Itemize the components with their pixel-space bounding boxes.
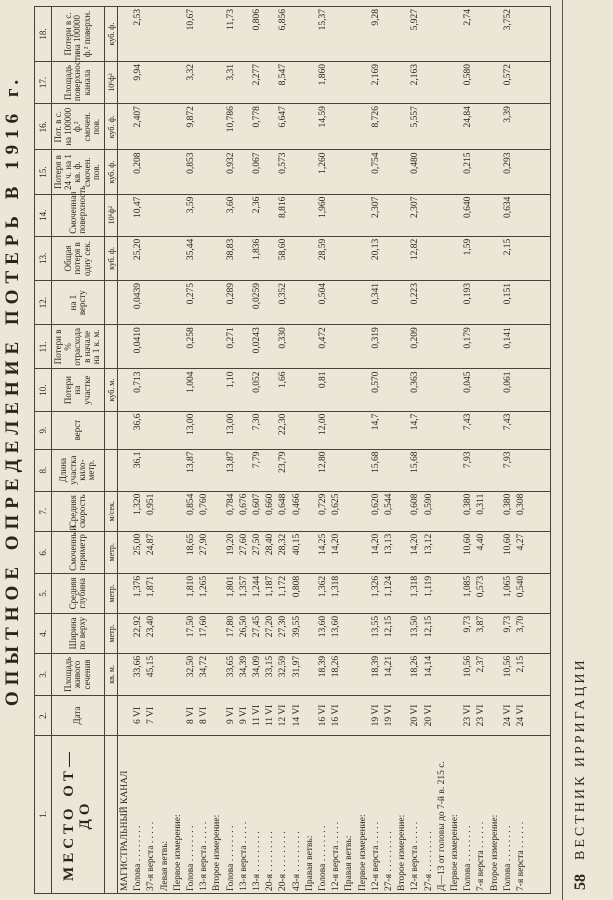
header-row xyxy=(52,7,105,894)
header-length-km xyxy=(52,449,105,491)
unit-cell: куб. ф. xyxy=(105,150,118,194)
unit-cell: кв. м. xyxy=(105,653,118,695)
col-num: 2. xyxy=(35,695,52,735)
unit-cell xyxy=(105,411,118,449)
col-num: 5. xyxy=(35,573,52,613)
unit-cell: метр. xyxy=(105,613,118,653)
losses-table xyxy=(34,6,551,894)
footer-divider xyxy=(562,0,563,900)
depth-column: 1,376 1,871 1,810 1,265 1,801 1,357 1,244 1,187 1,172 0,808 1,362 1,318 1,326 1,124 1,318 1,119 1,085 0,573 1,065 0,540 xyxy=(118,573,551,613)
speed-column: 1,320 0,951 0,854 0,760 0,784 0,676 0,607 0,660 0,648 0,466 0,729 0,625 0,620 0,544 0,608 0,590 0,380 0,311 0,380 0,308 xyxy=(118,491,551,531)
unit-cell xyxy=(105,449,118,491)
header-place: МЕСТО ОТ—ДО xyxy=(52,735,105,893)
area-column: 33,66 45,15 32,50 34,72 33,65 34,39 34,09 33,15 32,59 31,97 18,39 18,26 18,39 14,21 18,26 14,14 10,56 2,37 10,56 2,15 xyxy=(118,653,551,695)
header-depth: Средняя глубина xyxy=(52,573,105,613)
header-date: Дата xyxy=(52,695,105,735)
header-length-verst: верст xyxy=(52,411,105,449)
col-num: 3. xyxy=(35,653,52,695)
header-area: Площадь живого сечения xyxy=(52,653,105,695)
header-loss: Потери на участке xyxy=(52,369,105,411)
unit-cell xyxy=(105,695,118,735)
total-loss-column: 25,20 35,44 38,83 1,836 58,60 28,59 20,13 12,82 1,59 2,15 xyxy=(118,236,551,280)
col-num: 6. xyxy=(35,531,52,573)
unit-cell: куб. ф. xyxy=(105,236,118,280)
loss-pct-verst-column: 0,0439 0,275 0,289 0,0259 0,352 0,504 0,341 0,223 0,193 0,151 xyxy=(118,281,551,325)
col-num: 15. xyxy=(35,150,52,194)
table-body-row xyxy=(118,7,551,894)
col-num: 14. xyxy=(35,194,52,236)
col-num: 16. xyxy=(35,104,52,150)
col-num: 7. xyxy=(35,491,52,531)
column-number-row xyxy=(35,7,52,894)
unit-cell: м/сек. xyxy=(105,491,118,531)
unit-cell: метр. xyxy=(105,573,118,613)
unit-cell: куб. ф. xyxy=(105,104,118,150)
page-number: 58 xyxy=(572,874,589,890)
width-column: 22,92 23,40 17,50 17,60 17,80 26,50 27,45 27,20 27,30 39,55 13,60 13,60 13,55 12,15 13,50 12,15 9,73 3,87 9,73 3,70 xyxy=(118,613,551,653)
col-num: 13. xyxy=(35,236,52,280)
units-row xyxy=(105,7,118,894)
header-loss-per-surface: Потери в с. на 100000 ф.² поверхн. xyxy=(52,7,105,62)
col-num: 11. xyxy=(35,325,52,369)
header-loss-pct-km xyxy=(52,325,105,369)
unit-cell: 10⁶ф² xyxy=(105,61,118,103)
col-num: 18. xyxy=(35,7,52,62)
perimeter-column: 25,00 24,87 18,65 27,90 19,20 27,60 27,50 28,40 28,32 40,15 14,25 14,20 14,20 13,13 14,20 13,12 10,60 4,40 10,60 4,27 xyxy=(118,531,551,573)
losses-table-wrapper xyxy=(34,6,560,894)
dates-column: 6 VI 7 VI 8 VI 8 VI 9 VI 9 VI 11 VI 11 VI 12 VI 14 VI 16 VI 16 VI 19 VI 19 VI 20 VI 20 VI 23 VI 23 VI 24 VI 24 VI xyxy=(118,695,551,735)
header-canal-surface: Площадь поверхности канала xyxy=(52,61,105,103)
header-perimeter: Смоченный периметр xyxy=(52,531,105,573)
loss-per-100000-column: 2,407 9,872 10,786 0,778 6,647 14,59 8,726 5,557 24,84 3,39 xyxy=(118,104,551,150)
canal-surface-column: 9,94 3,32 3,31 2,277 8,547 1,860 2,169 2,163 0,580 0,572 xyxy=(118,61,551,103)
journal-title: ВЕСТНИК ИРРИГАЦИИ xyxy=(573,657,588,860)
unit-cell xyxy=(105,281,118,325)
header-length: Длина участка xyxy=(58,455,78,485)
unit-cell: 10⁶ф² xyxy=(105,194,118,236)
header-loss-per-24: Потеря в 24 ч. на 1 кв. ф. смочен. пов. xyxy=(52,150,105,194)
length-km-column: 36,1 13,87 13,87 7,79 23,79 12,80 15,68 15,68 7,93 7,93 xyxy=(118,449,551,491)
header-width: Ширина по верху xyxy=(52,613,105,653)
header-loss-per-100000: Пот. в с. на 100000 ф.² смочен. пов. xyxy=(52,104,105,150)
loss-per-24-column: 0,208 0,853 0,932 0,067 0,573 1,260 0,754 0,480 0,215 0,293 xyxy=(118,150,551,194)
header-wetted-surface: Смоченная поверхность xyxy=(52,194,105,236)
col-num: 17. xyxy=(35,61,52,103)
col-num: 1. xyxy=(35,735,52,893)
unit-cell: метр. xyxy=(105,531,118,573)
unit-cell xyxy=(105,325,118,369)
header-loss-pct-verst: на 1 версту xyxy=(52,281,105,325)
col-num: 10. xyxy=(35,369,52,411)
length-verst-column: 36,6 13,00 13,00 7,30 22,30 12,00 14,7 14,7 7,43 7,43 xyxy=(118,411,551,449)
header-total-loss: Общая потеря в одну сек. xyxy=(52,236,105,280)
col-num: 9. xyxy=(35,411,52,449)
loss-pct-km-column: 0,0410 0,258 0,271 0,0243 0,330 0,472 0,319 0,209 0,179 0,141 xyxy=(118,325,551,369)
wetted-surface-column: 10,47 3,59 3,60 2,36 8,816 1,960 2,307 2,307 0,640 0,634 xyxy=(118,194,551,236)
unit-cell: куб. м. xyxy=(105,369,118,411)
col-num: 4. xyxy=(35,613,52,653)
header-speed: Средняя скорость xyxy=(52,491,105,531)
header-loss-pct-km-unit: на 1 к. м. xyxy=(91,329,102,365)
place-names-column: МАГИСТРАЛЬНЫЙ КАНАЛ Голова . . . . . . . . 37-я верста . . . . . Левая ветвь: Первое измерение: Голова . . . . . . . . 13-я верста . . . . . Второе измерение: Голова . . . . . . . . 13-я верста . . . . . 13-я . . . . . . . . . 20-я . . . . . . . . . 20-я . . . . . . . . . 43-я . . . . . . . . . Правая ветвь: Голова . . . . . . . . 12-я верста . . . . . Правая ветвь: Первое измерение: 12-я верста . . . . . 27-я . . . . . . . . . Второе измерение: 12-я верста . . . . . 27-я . . . . . . . . . Д—13 от головы до 7-й в. 215 с. Первое измерение: Голова . . . . . . . . 7-я верста . . . . . . Второе измерение: Голова . . . . . . . . 7-я верста . . . . . . xyxy=(118,735,551,893)
col-num: 12. xyxy=(35,281,52,325)
unit-cell xyxy=(105,735,118,893)
col-num: 8. xyxy=(35,449,52,491)
header-length-km-unit: кило-метр. xyxy=(77,459,97,481)
header-loss-pct: Потери в % отрасхода в начале xyxy=(53,328,92,366)
unit-cell: куб. ф. xyxy=(105,7,118,62)
loss-column: 0,713 1,004 1,10 0,052 1,66 0,81 0,570 0,363 0,045 0,061 xyxy=(118,369,551,411)
loss-per-surface-column: 2,53 10,67 11,73 0,806 6,856 15,37 9,28 5,927 2,74 3,752 xyxy=(118,7,551,62)
page-title: ОПЫТНОЕ ОПРЕДЕЛЕНИЕ ПОТЕРЬ В 1916 г. xyxy=(2,73,23,707)
